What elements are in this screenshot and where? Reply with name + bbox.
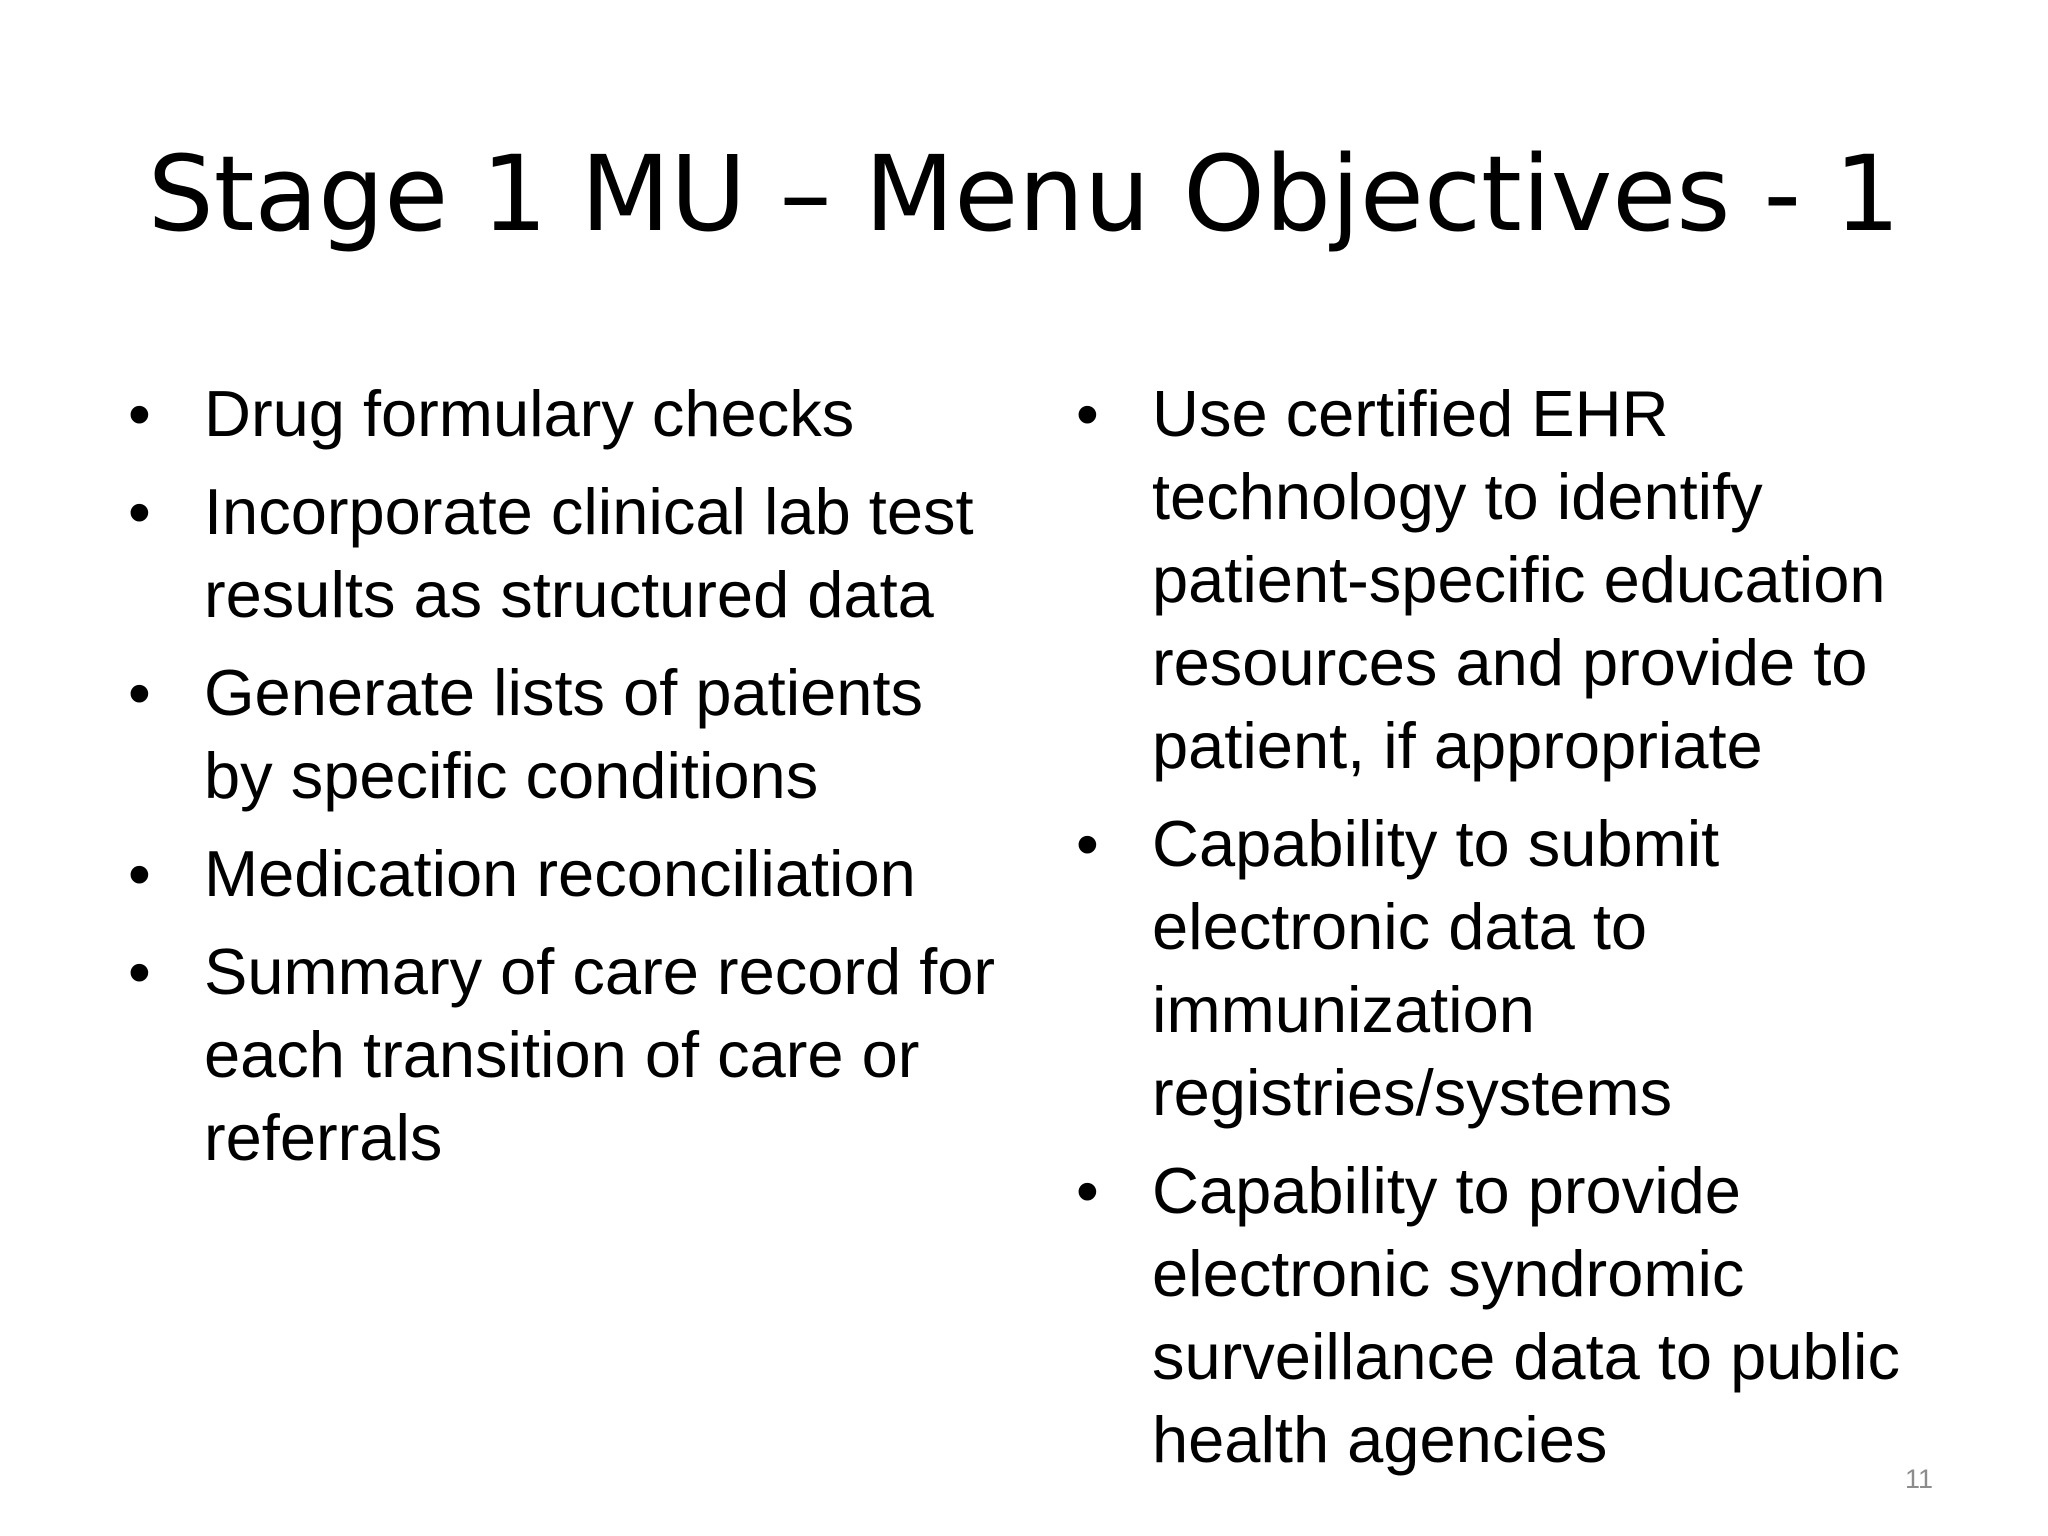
bullet-icon: • xyxy=(128,935,151,1008)
bullet-text: Incorporate clinical lab test results as structured data xyxy=(204,475,974,631)
left-bullet-list xyxy=(128,372,1008,1194)
slide-title: Stage 1 MU – Menu Objectives - 1 xyxy=(147,133,1901,255)
list-item xyxy=(128,832,1008,915)
list-item xyxy=(128,930,1008,1179)
list-item xyxy=(128,651,1008,817)
bullet-icon: • xyxy=(1076,807,1099,880)
bullet-icon: • xyxy=(128,656,151,729)
list-item xyxy=(1076,372,1976,787)
bullet-text: Summary of care record for each transition of care or referrals xyxy=(204,935,996,1174)
bullet-text: Drug formulary checks xyxy=(204,377,855,450)
list-item xyxy=(1076,1149,1976,1481)
bullet-text: Use certified EHR technology to identify patient-specific education resources and provide to patient, if appropriate xyxy=(1152,377,1886,782)
list-item xyxy=(128,470,1008,636)
page-number: 11 xyxy=(1905,1464,1934,1494)
bullet-icon: • xyxy=(128,475,151,548)
right-bullet-list xyxy=(1076,372,1976,1496)
bullet-icon: • xyxy=(1076,1154,1099,1227)
bullet-text: Generate lists of patients by specific conditions xyxy=(204,656,923,812)
bullet-text: Capability to submit electronic data to immunization registries/systems xyxy=(1152,807,1720,1129)
bullet-icon: • xyxy=(1076,377,1099,450)
bullet-icon: • xyxy=(128,377,151,450)
list-item xyxy=(1076,802,1976,1134)
list-item xyxy=(128,372,1008,455)
bullet-text: Capability to provide electronic syndromic surveillance data to public health agencies xyxy=(1152,1154,1900,1476)
bullet-text: Medication reconciliation xyxy=(204,837,916,910)
bullet-icon: • xyxy=(128,837,151,910)
